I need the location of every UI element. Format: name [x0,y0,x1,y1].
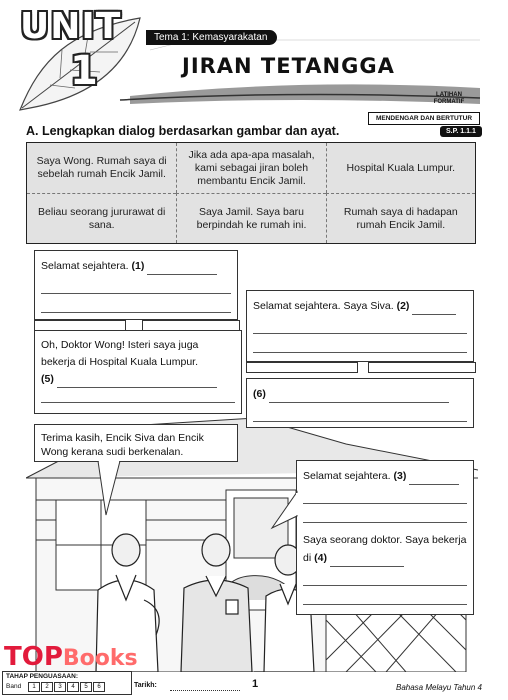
instruction: A. Lengkapkan dialog berdasarkan gambar dan ayat. [26,124,340,138]
answer-blank[interactable] [147,264,217,275]
dialog-text: Selamat sejahtera. [303,470,391,482]
logo-books: Books [62,646,138,671]
answer-blank[interactable] [41,298,231,313]
logo-top: TOP [4,642,63,672]
topbooks-logo [4,642,138,672]
answer-blank[interactable] [409,474,459,485]
answer-blank[interactable] [412,304,456,315]
answer-option: Jika ada apa-apa masalah, kami sebagai jiran boleh membantu Encik Jamil. [176,143,325,193]
page-number: 1 [252,678,259,690]
answer-blank[interactable] [303,508,467,523]
answer-option: Beliau seorang jururawat di sana. [27,193,176,243]
band-level-checkbox[interactable]: 5 [80,682,92,692]
band-level-checkbox[interactable]: 4 [67,682,79,692]
answer-blank[interactable] [269,392,449,403]
blank-number: (2) [396,300,410,312]
answer-blank[interactable] [303,489,467,504]
exercise-type: LATIHAN FORMATIF [433,92,465,105]
mastery-label: TAHAP PENGUASAAN: [6,673,78,680]
theme-badge: Tema 1: Kemasyarakatan [146,30,277,45]
band-level-checkbox[interactable]: 3 [54,682,66,692]
answer-blank[interactable] [41,388,235,403]
date-label: Tarikh: [134,682,157,689]
speech-bubble-1 [34,250,238,320]
dialog-text: Selamat sejahtera. Saya Siva. [253,300,394,312]
answer-option: Rumah saya di hadapan rumah Encik Jamil. [326,193,475,243]
dialog-text: Terima kasih, Encik Siva dan Encik Wong kerana sudi berkenalan. [41,432,204,458]
band-level-checkbox[interactable]: 1 [28,682,40,692]
answer-blank[interactable] [253,338,467,353]
band-levels [28,682,106,692]
answer-option: Saya Wong. Rumah saya di sebelah rumah Encik Jamil. [36,155,167,180]
unit-label: UNIT [20,6,122,47]
blank-number: (3) [393,470,407,482]
answer-blank[interactable] [57,377,217,388]
answer-blank[interactable] [330,556,404,567]
blank-number: (5) [41,373,54,385]
blank-number: (1) [131,260,145,272]
speech-bubble-5 [34,424,238,462]
bubble-tail-strip [368,362,476,373]
answer-blank[interactable] [253,319,467,334]
answer-option: Hospital Kuala Lumpur. [326,143,475,193]
band-label: Band [6,683,22,690]
band-level-checkbox[interactable]: 2 [41,682,53,692]
bubble-tail-strip [246,362,358,373]
answer-blank[interactable] [41,279,231,294]
bubble-tail [270,490,298,530]
band-level-checkbox[interactable]: 6 [93,682,105,692]
date-field[interactable] [170,690,240,691]
speech-bubble-4 [246,378,474,428]
answer-blank[interactable] [303,571,467,586]
speech-bubble-2 [246,290,474,362]
standard-badge: S.P. 1.1.1 [440,126,482,137]
page-title: JIRAN TETANGGA [182,54,395,78]
answer-option: Saya Jamil. Saya baru berpindah ke rumah ini. [176,193,325,243]
dialog-text: Saya seorang doktor. Saya bekerja di [303,534,467,564]
dialog-text: Oh, Doktor Wong! Isteri saya juga bekerja di Hospital Kuala Lumpur. [41,339,199,368]
answer-blank[interactable] [253,407,467,422]
blank-number: (4) [314,552,327,564]
bubble-tail [96,461,126,517]
answer-blank[interactable] [303,590,467,605]
unit-number: 1 [70,48,98,94]
answer-bank [26,142,476,244]
speech-bubble-6 [296,460,474,615]
book-title: Bahasa Melayu Tahun 4 [396,683,482,692]
dialog-text: Selamat sejahtera. [41,260,129,272]
blank-number: (6) [253,388,266,400]
skill-label: MENDENGAR DAN BERTUTUR [368,112,480,125]
speech-bubble-3 [34,330,242,414]
